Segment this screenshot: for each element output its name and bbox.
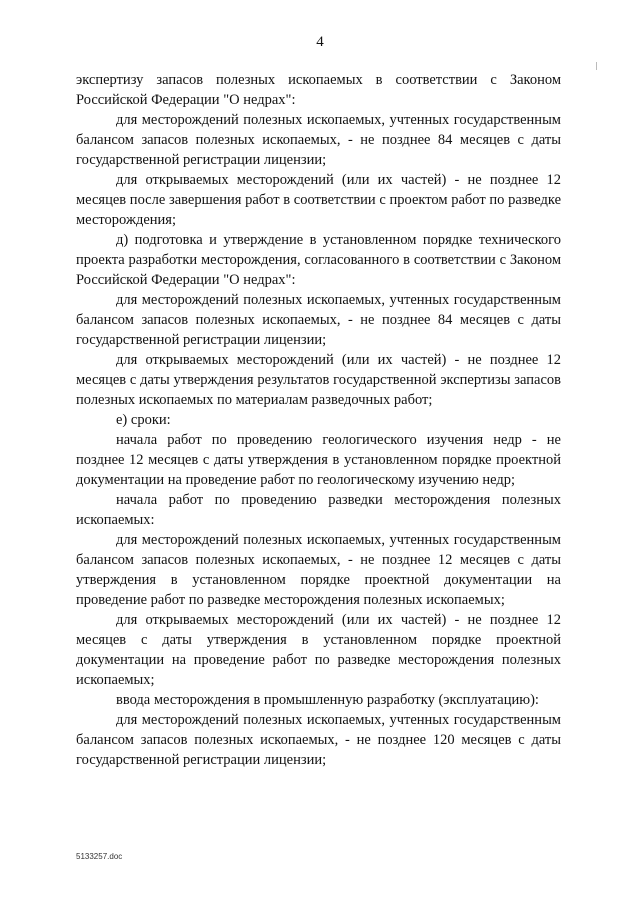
paragraph-4: д) подготовка и утверждение в установленном порядке технического проекта разработки месторождения, согласованного в соответствии с Законом Российской Федерации "О недрах": <box>76 232 561 288</box>
paragraph-8: начала работ по проведению геологического изучения недр - не позднее 12 месяцев с даты утверждения в установленном порядке проектной документации на проведение работ по геологическому изучению недр; <box>76 432 561 488</box>
paragraph-9: начала работ по проведению разведки месторождения полезных ископаемых: <box>76 492 561 528</box>
paragraph-12: ввода месторождения в промышленную разработку (эксплуатацию): <box>116 692 539 708</box>
paragraph-1: экспертизу запасов полезных ископаемых в соответствии с Законом Российской Федерации "О недрах": <box>76 72 561 108</box>
scan-mark <box>596 62 597 70</box>
paragraph-3: для открываемых месторождений (или их частей) - не позднее 12 месяцев после завершения работ в соответствии с проектом работ по разведке месторождения; <box>76 172 561 228</box>
paragraph-13: для месторождений полезных ископаемых, учтенных государственным балансом запасов полезных ископаемых, - не позднее 120 месяцев с даты государственной регистрации лицензии; <box>76 712 561 768</box>
paragraph-11: для открываемых месторождений (или их частей) - не позднее 12 месяцев с даты утверждения в установленном порядке проектной документации на проведение работ по разведке месторождения полезных ископаемых; <box>76 612 561 688</box>
paragraph-5: для месторождений полезных ископаемых, учтенных государственным балансом запасов полезных ископаемых, - не позднее 84 месяцев с даты государственной регистрации лицензии; <box>76 292 561 348</box>
document-footer: 5133257.doc <box>76 852 123 861</box>
document-body <box>76 70 561 770</box>
paragraph-6: для открываемых месторождений (или их частей) - не позднее 12 месяцев с даты утверждения результатов государственной экспертизы запасов полезных ископаемых по материалам разведочных работ; <box>76 352 561 408</box>
paragraph-7: е) сроки: <box>116 412 171 428</box>
paragraph-2: для месторождений полезных ископаемых, учтенных государственным балансом запасов полезных ископаемых, - не позднее 84 месяцев с даты государственной регистрации лицензии; <box>76 112 561 168</box>
page-number: 4 <box>316 34 324 50</box>
paragraph-10: для месторождений полезных ископаемых, учтенных государственным балансом запасов полезных ископаемых, - не позднее 12 месяцев с даты утверждения в установленном порядке проектной документации на проведение работ по разведке месторождения полезных ископаемых; <box>76 532 561 608</box>
